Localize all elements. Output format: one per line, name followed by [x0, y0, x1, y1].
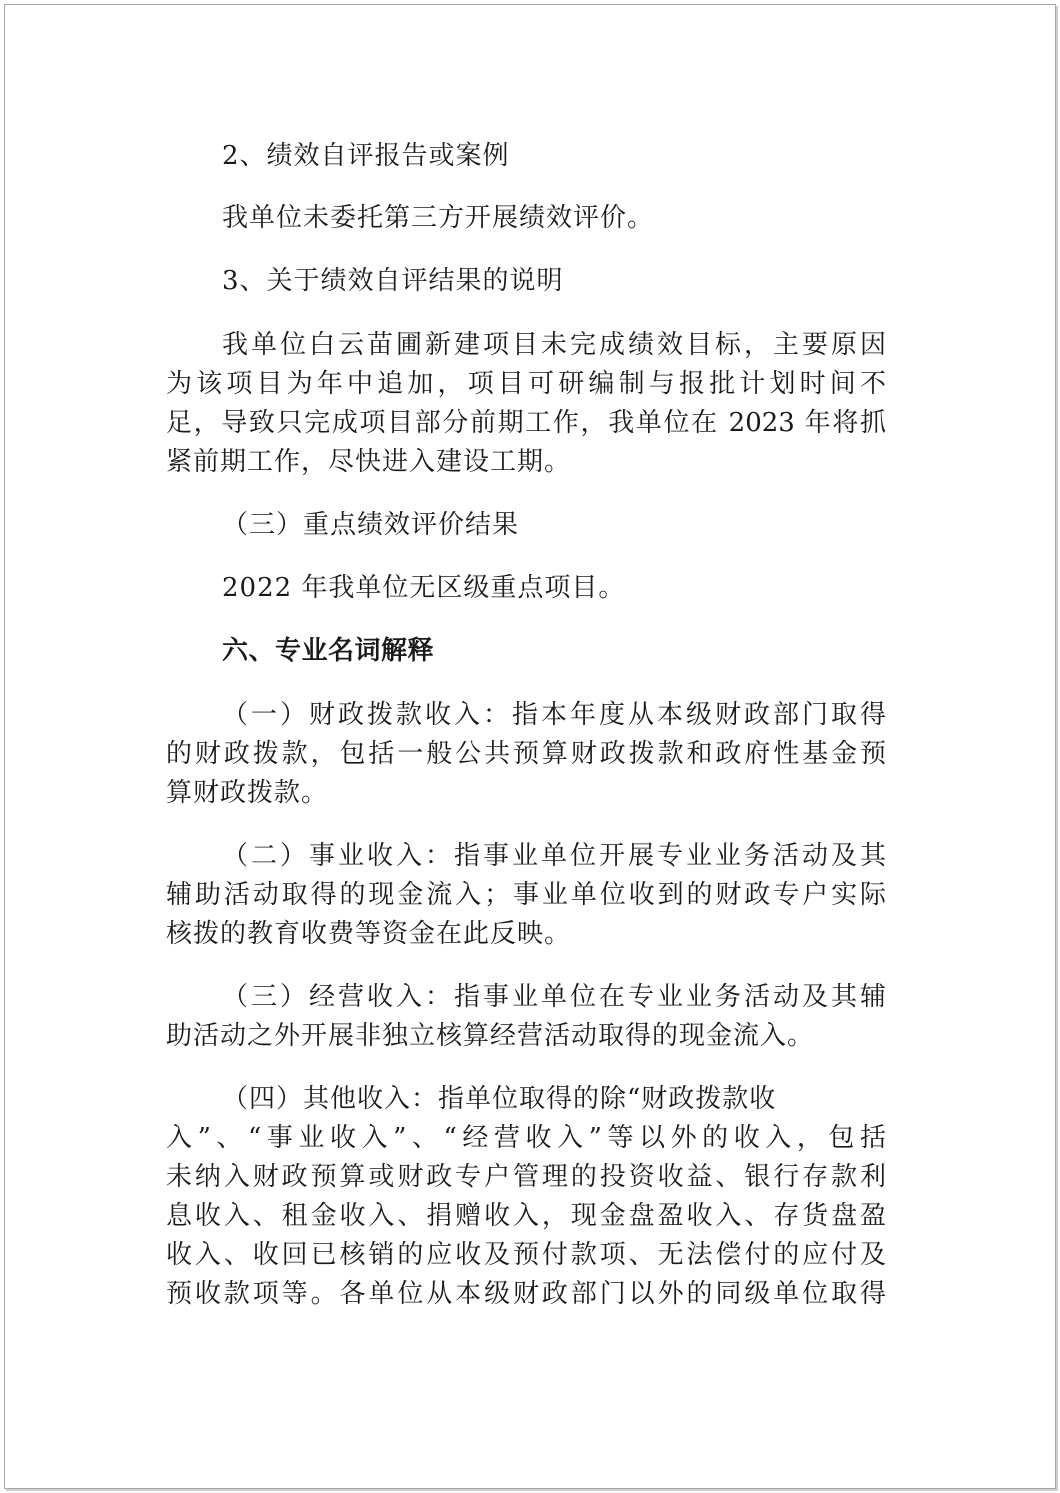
term-line: 预收款项等。各单位从本级财政部门以外的同级单位取得: [166, 1279, 886, 1309]
result-body-line: 为该项目为年中追加，项目可研编制与报批计划时间不: [166, 369, 886, 399]
term-line: 辅助活动取得的现金流入；事业单位收到的财政专户实际: [166, 880, 886, 910]
key-eval-body: 2022 年我单位无区级重点项目。: [222, 573, 626, 603]
term-line: （四）其他收入：指单位取得的除“财政拨款收: [222, 1084, 777, 1114]
term-line: （二）事业收入：指事业单位开展专业业务活动及其: [222, 841, 886, 871]
result-body-line: 紧前期工作，尽快进入建设工期。: [166, 447, 572, 477]
terms-heading: 六、专业名词解释: [222, 636, 435, 666]
term-line: 助活动之外开展非独立核算经营活动取得的现金流入。: [166, 1021, 815, 1051]
term-line: 息收入、租金收入、捐赠收入，现金盘盈收入、存货盘盈: [166, 1201, 886, 1231]
term-line: 入”、“事业收入”、“经营收入”等以外的收入，包括: [166, 1123, 886, 1153]
term-line: 未纳入财政预算或财政专户管理的投资收益、银行存款利: [166, 1162, 886, 1192]
term-line: 算财政拨款。: [166, 778, 329, 808]
result-body-line: 我单位白云苗圃新建项目未完成绩效目标，主要原因: [222, 330, 886, 360]
term-line: （三）经营收入：指事业单位在专业业务活动及其辅: [222, 982, 886, 1012]
term-line: 核拨的教育收费等资金在此反映。: [166, 919, 572, 949]
term-line: 收入、收回已核销的应收及预付款项、无法偿付的应付及: [166, 1240, 886, 1270]
term-line: （一）财政拨款收入：指本年度从本级财政部门取得: [222, 700, 886, 730]
result-body-line: 足，导致只完成项目部分前期工作，我单位在 2023 年将抓: [166, 408, 886, 438]
term-line: 的财政拨款，包括一般公共预算财政拨款和政府性基金预: [166, 739, 886, 769]
key-eval-heading: （三）重点绩效评价结果: [222, 510, 520, 540]
self-eval-heading: 2、绩效自评报告或案例: [222, 141, 510, 171]
result-heading: 3、关于绩效自评结果的说明: [222, 266, 564, 296]
self-eval-body: 我单位未委托第三方开展绩效评价。: [222, 203, 655, 233]
